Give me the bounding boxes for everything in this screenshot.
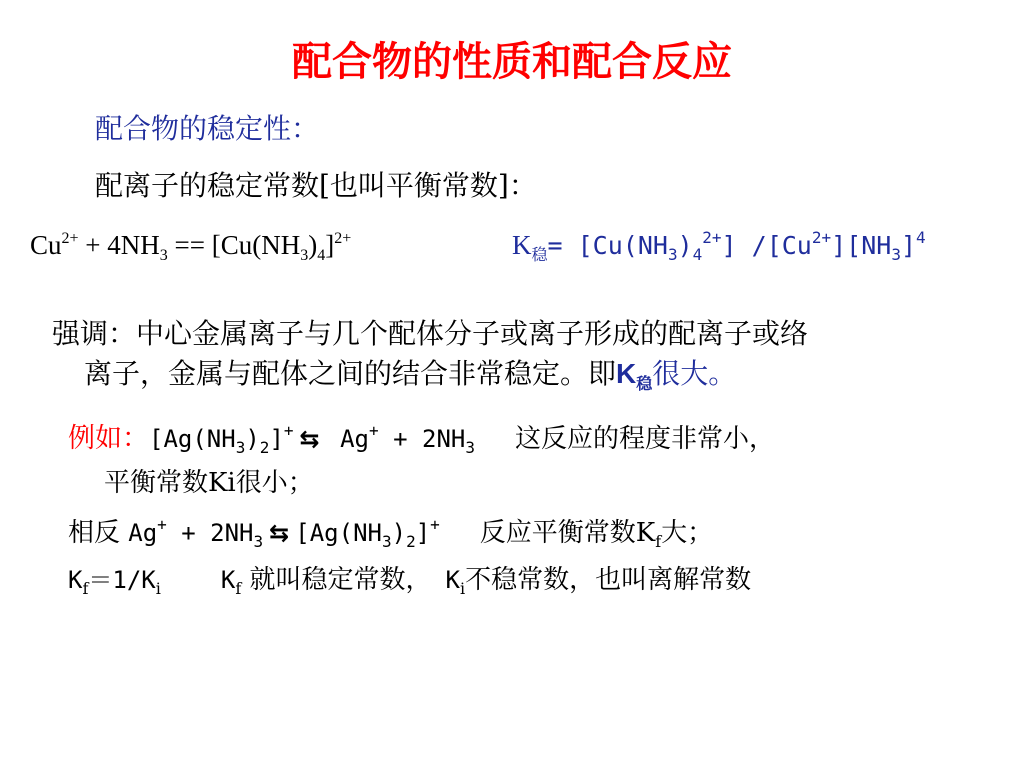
rev-f2: + 2NH — [166, 519, 254, 547]
example-line-2: 平衡常数Ki很小； — [104, 468, 314, 498]
k-sub4: 4 — [692, 245, 703, 264]
reverse-reaction-line — [68, 515, 714, 551]
k-sub3: 3 — [667, 245, 678, 264]
eq-four-sub: 4 — [317, 247, 326, 264]
k-stable-sub: 稳 — [531, 245, 548, 264]
emphasis-line-1: 强调：中心金属离子与几个配体分子或离子形成的配离子或络 — [52, 317, 809, 350]
emphasis-line-2 — [84, 357, 737, 393]
eq-complex-charge: 2+ — [334, 230, 352, 247]
rel-kf-sub: f — [82, 579, 89, 598]
rev-f1: Ag — [128, 519, 158, 547]
constant-relation-line — [68, 565, 752, 598]
k-symbol: K — [512, 230, 532, 260]
eq-bracket: ] — [325, 230, 335, 260]
k-sup-charge: 2+ — [702, 228, 722, 247]
rev-s1: 3 — [253, 532, 264, 551]
eq-close-paren: ) — [308, 230, 318, 260]
reverse-note: 反应平衡常数K — [479, 518, 656, 548]
rev-s3: 2 — [406, 532, 416, 551]
rel-ki2: K — [445, 566, 460, 594]
emphasis-text-b: 很大。 — [652, 357, 737, 390]
ex-s1: 3 — [235, 438, 246, 457]
eq-cu-charge: 2+ — [61, 230, 79, 247]
equilibrium-arrow-icon: ⇆ — [299, 425, 320, 453]
rev-sup2: + — [430, 515, 440, 534]
k-sub3b: 3 — [891, 245, 901, 264]
stability-constant-expression — [512, 228, 926, 264]
ex-sup1: + — [283, 421, 294, 440]
rev-s2: 3 — [381, 532, 392, 551]
equilibrium-arrow-icon-2: ⇆ — [269, 519, 290, 547]
emphasis-k: K — [616, 358, 637, 389]
ex-f4: Ag — [325, 425, 369, 453]
eq-nh3-sub: 3 — [159, 247, 168, 264]
reverse-note-end: 大； — [661, 518, 714, 548]
emphasis-k-sub: 稳 — [636, 376, 653, 393]
rel-kf: K — [68, 566, 83, 594]
eq-nh3-sub-2: 3 — [300, 247, 309, 264]
ex-s3: 3 — [465, 438, 475, 457]
ex-f2: ) — [245, 425, 260, 453]
k-part3: ] /[Cu — [721, 231, 812, 260]
rev-f4: ) — [391, 519, 407, 547]
example-dissociation-line — [68, 421, 775, 457]
ex-s2: 2 — [259, 438, 270, 457]
complex-formation-equation — [30, 230, 352, 264]
ex-f3: ] — [269, 425, 284, 453]
rev-f3: [Ag(NH — [295, 519, 382, 547]
reverse-note-sub: f — [655, 532, 662, 551]
rel-desc1: 就叫稳定常数， — [241, 565, 432, 595]
k-part5: ] — [900, 231, 917, 260]
ex-f5: + 2NH — [378, 425, 466, 453]
emphasis-k-symbol — [616, 358, 653, 393]
ex-sup2: + — [369, 421, 379, 440]
eq-plus-nh3: + 4NH — [78, 230, 160, 260]
ex-formula — [149, 421, 475, 457]
eq-equals-complex: == [Cu(NH — [167, 230, 301, 260]
emphasis-text-a: 离子，金属与配体之间的结合非常稳定。即 — [84, 357, 617, 390]
rev-formula — [128, 515, 440, 551]
rel-eq: ＝1/K — [88, 566, 156, 594]
rel-ki2-sub: i — [459, 579, 466, 598]
stability-constant-intro: 配离子的稳定常数[也叫平衡常数]： — [95, 169, 537, 202]
rel-desc2: 不稳常数，也叫离解常数 — [465, 565, 752, 595]
rel-ki-sub: i — [155, 579, 161, 598]
ex-f1: [Ag(NH — [149, 425, 236, 453]
rev-f5: ] — [415, 519, 431, 547]
rel-kf2-sub: f — [235, 579, 242, 598]
k-sup-charge2: 2+ — [811, 228, 832, 247]
k-part4: ][NH — [831, 231, 892, 260]
reverse-label: 相反 — [68, 518, 129, 548]
slide-title: 配合物的性质和配合反应 — [292, 39, 732, 85]
k-part2: ) — [677, 231, 693, 260]
stability-subheading: 配合物的稳定性： — [95, 112, 320, 145]
rel-kf2: K — [220, 566, 236, 594]
k-sup4: 4 — [916, 228, 926, 247]
eq-cu: Cu — [30, 230, 62, 260]
rev-sup1: + — [157, 515, 167, 534]
k-part1: = [Cu(NH — [547, 231, 668, 260]
example-note: 这反应的程度非常小， — [514, 424, 775, 454]
example-label: 例如： — [68, 423, 149, 454]
